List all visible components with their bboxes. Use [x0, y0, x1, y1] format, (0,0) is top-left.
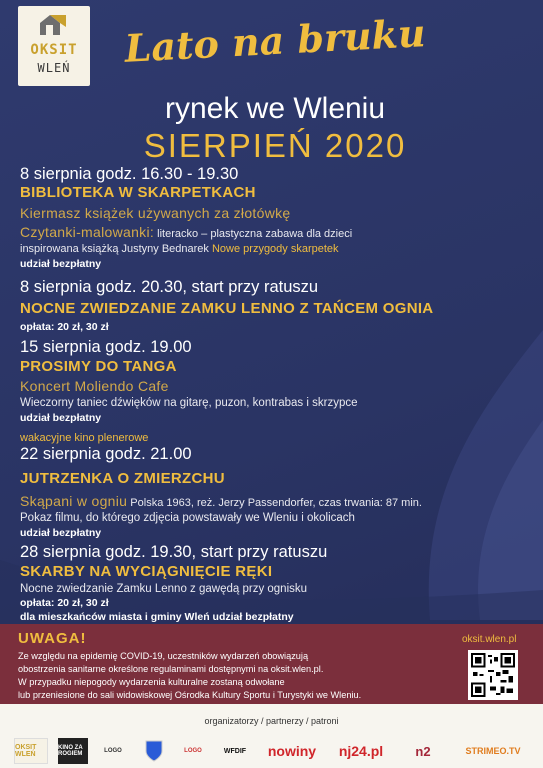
event-description: Nocne zwiedzanie Zamku Lenno z gawędą przy ognisku: [20, 583, 308, 595]
event-2: [20, 278, 530, 333]
nowiny-logo: nowiny: [267, 743, 317, 759]
event-name: SKARBY NA WYCIĄGNIĘCIE RĘKI: [20, 563, 273, 580]
event-date: 22 sierpnia godz. 21.00: [20, 445, 192, 463]
nj24-logo: nj24.pl: [338, 743, 384, 759]
n2-logo: n2: [415, 743, 431, 759]
website-link[interactable]: oksit.wlen.pl: [462, 634, 517, 645]
event-1: [20, 165, 530, 270]
poster-title: Lato na bruku: [123, 10, 427, 71]
sponsor-logo-5: LOGO: [184, 748, 202, 754]
book-title: Nowe przygody skarpetek: [211, 243, 339, 255]
notice-line: lub przeniesione do sali widowiskowej Ośrodka Kultury Sportu i Turystyki we Wleniu.: [18, 690, 362, 700]
logo-text-bottom: WLEŃ: [37, 61, 71, 75]
event-description: literacko – plastyczna zabawa dla dzieci: [154, 228, 353, 240]
shield-icon: [144, 739, 164, 763]
house-icon: [38, 13, 68, 37]
oksit-logo: [18, 6, 90, 86]
event-date: 8 sierpnia godz. 20.30, start przy ratuszu: [20, 278, 319, 296]
poster-month: SIERPIEŃ 2020: [143, 127, 407, 164]
event-category: wakacyjne kino plenerowe: [20, 432, 149, 444]
event-price-note: dla mieszkańców miasta i gminy Wleń udział bezpłatny: [20, 611, 294, 623]
poster-subtitle: rynek we Wleniu: [164, 92, 386, 125]
qr-code-icon: [471, 653, 515, 697]
logo-text-top: OKSIT: [30, 42, 78, 58]
event-price: udział bezpłatny: [20, 412, 102, 424]
event-date: 8 sierpnia godz. 16.30 - 19.30: [20, 165, 239, 183]
sponsor-logo-3: LOGO: [104, 748, 122, 754]
strimeo-logo: STRIMEO.TV: [465, 746, 521, 756]
event-description-2: inspirowana książką Justyny Bednarek: [20, 243, 212, 255]
event-description: Wieczorny taniec dźwięków na gitarę, puzon, kontrabas i skrzypce: [20, 397, 358, 409]
film-details: Polska 1963, reż. Jerzy Passendorfer, czas trwania: 87 min.: [127, 497, 422, 509]
coat-of-arms-icon: [142, 738, 166, 764]
event-name: PROSIMY DO TANGA: [20, 358, 177, 375]
event-5: [20, 543, 530, 623]
event-price: opłata: 20 zł, 30 zł: [20, 321, 109, 333]
film-title: Skąpani w ogniu: [20, 493, 128, 509]
notice-line: W przypadku niepogody wydarzenia kulturalne zostaną odwołane: [18, 677, 285, 687]
event-description: Pokaz filmu, do którego zdjęcia powstawały we Wleniu i okolicach: [20, 512, 355, 524]
event-3: [20, 338, 530, 424]
event-4: [20, 432, 530, 539]
notice-line: obostrzenia sanitarne określone regulaminami dostępnymi na oksit.wlen.pl.: [18, 664, 324, 674]
event-price: opłata: 20 zł, 30 zł: [20, 597, 109, 609]
oksit-sponsor-logo: OKSIT WLEŃ: [14, 738, 48, 764]
event-subtitle-2: Czytanki-malowanki:: [20, 224, 155, 240]
kino-logo: KINO ZA ROGIEM: [58, 738, 88, 764]
event-subtitle: Koncert Moliendo Cafe: [20, 378, 169, 394]
notice-text: [18, 650, 458, 702]
notice-box: [0, 624, 543, 704]
event-name: BIBLIOTEKA W SKARPETKACH: [20, 184, 256, 201]
wfdif-logo: WFDIF: [223, 747, 247, 755]
qr-code: [468, 650, 518, 700]
notice-line: Ze względu na epidemię COVID-19, uczestników wydarzeń obowiązują: [18, 651, 309, 661]
event-date: 15 sierpnia godz. 19.00: [20, 338, 192, 356]
event-name: JUTRZENKA O ZMIERZCHU: [20, 470, 225, 487]
notice-title: UWAGA!: [18, 630, 87, 647]
sponsors-label: organizatorzy / partnerzy / patroni: [204, 716, 339, 726]
event-price: udział bezpłatny: [20, 258, 102, 270]
sponsors-footer: [0, 704, 543, 768]
event-price: udział bezpłatny: [20, 527, 102, 539]
event-date: 28 sierpnia godz. 19.30, start przy ratuszu: [20, 543, 328, 561]
event-subtitle: Kiermasz książek używanych za złotówkę: [20, 205, 291, 221]
event-name: NOCNE ZWIEDZANIE ZAMKU LENNO Z TAŃCEM OGNIA: [20, 300, 434, 317]
